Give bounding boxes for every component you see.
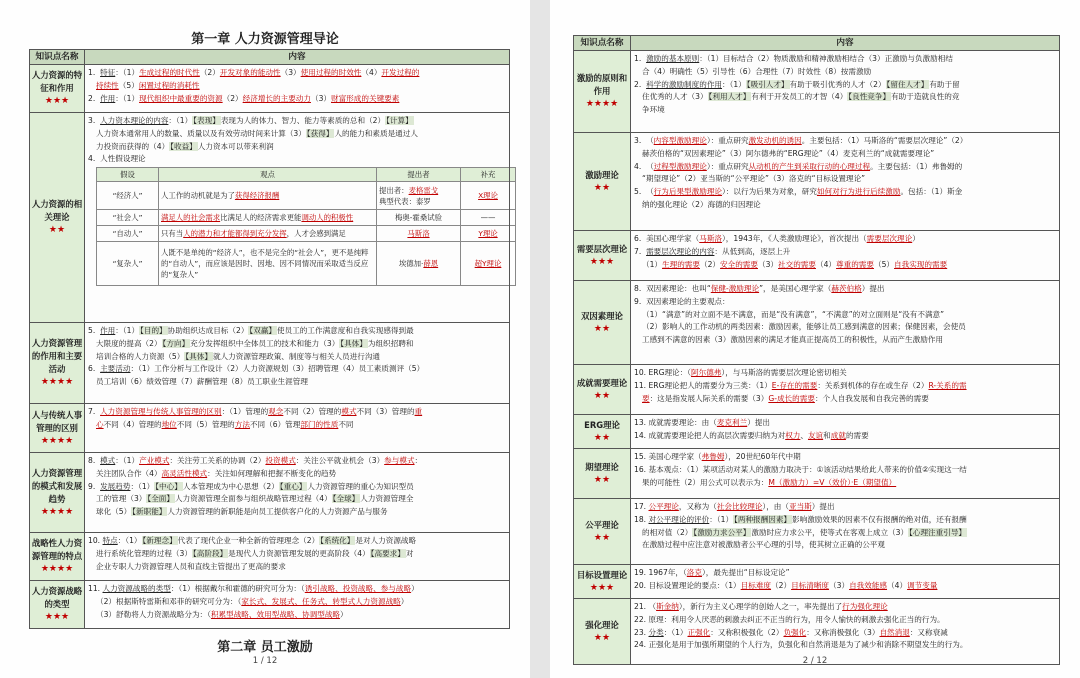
hypothesis-table: 假设 观点 提出者 补充 “经济人” 人工作的动机就是为了获得经济报酬 提出者：麦格雷戈 典型代表：泰罗 X理论 “社会人” 满足人的社会需求比满足人的经济需求更能调动人的积极性 梅奥-霍桑试验 —— “自动人” 只有当人的潜力和才能都得到充分发挥，人才会感到满足 马斯洛 Y理论 “复杂人” 人既不是单纯的“经济人”，也不是完全的“社会人”，更不是纯粹的“自动人”，而应该是因时、因地、因不同情况而采取适当反应的“复杂人” 埃德加·薛恩 超Y理论	[96, 167, 516, 286]
kp-cell: 双因素理论 ★★	[574, 281, 631, 365]
page-number: 1 / 12	[252, 656, 278, 666]
content-cell: 8. 双因素理论：也叫“保健-激励理论”，是美国心理学家（赫茨伯格）提出 9. 双因素理论的主要观点： （1）“满意”的对立面不是不满意，而是“没有满意”，“不满意”的对立面则是“没有不满意” （2）影响人的工作动机的两类因素：激励因素，能够让员工感到满意的因素；保健因素，会使员 工感到不满意的因素（3）激励因素的满足才能真正提高员工的积极性，从而产生激励作用	[631, 281, 1060, 365]
header-content: 内容	[631, 36, 1060, 51]
content-cell: 19. 1967年，（洛克），最先提出“目标设定论” 20. 目标设置理论的要点：（1）目标难度（2）目标清晰度（3）自我效能感（4）调节变量	[631, 565, 1060, 599]
kp-cell: 目标设置理论 ★★★	[574, 565, 631, 599]
content-cell: 1. 特征：（1）生成过程的时代性（2）开发对象的能动性（3）使用过程的时效性（4）开发过程的 持续性（5）闲置过程的消耗性 2. 作用：（1）现代组织中最重要的资源（2）经济增长的主要动力（3）财富形成的关键要素	[85, 65, 510, 113]
content-cell: 17. 公平理论，又称为（社会比较理论），由（亚当斯）提出 18. 对公平理论的评价：（1）【两种报酬因素】影响激励效果的因素不仅有报酬的绝对值，还有报酬 的相对值（2）【激励力求公平】激励时应力求公平，使等式在客观上成立（3）【心理注重引导】 在激励过程中应注意对被激励者公平心理的引导，使其树立正确的公平观	[631, 499, 1060, 565]
content-cell: 21. （斯金纳），新行为主义心理学的创始人之一，率先提出了行为强化理论 22. 原理：利用令人厌恶的刺激去纠正不正当的行为，用令人愉快的刺激去强化正当的行为。 23. 分类：（1）正强化：又称积极强化（2）负强化：又称消极强化（3）自然消退：又称衰减 24. 正强化是用于加强所期望的个人行为，负强化和自然消退是为了减少和消除不期望发生的行为。	[631, 599, 1060, 665]
kp-cell: 需要层次理论 ★★★	[574, 231, 631, 281]
kp-cell: 人力资源管理的作用和主要活动 ★★★★	[30, 323, 85, 404]
chapter-2-title: 第二章 员工激励	[217, 640, 313, 655]
header-kp: 知识点名称	[574, 36, 631, 51]
kp-cell: ERG理论 ★★	[574, 415, 631, 449]
kp-cell: 公平理论 ★★	[574, 499, 631, 565]
kp-cell: 期望理论 ★★	[574, 449, 631, 499]
content-cell: 10. 特点：（1）【新理念】代表了现代企业一种全新的管理理念（2）【系统化】是对人力资源战略 进行系统化管理的过程（3）【高阶段】是现代人力资源管理发展的更高阶段（4）【高要求】对 企业专职人力资源管理人员和直线主管提出了更高的要求	[85, 533, 510, 581]
content-cell: 3. 人力资本理论的内容：（1）【表现】表现为人的体力、智力、能力等素质的总和（2）【计算】 人力资本通常用人的数量、质量以及有效劳动时间来计算（3）【获得】人的能力和素质是通过人 力投资而获得的（4）【收益】人力资本可以带来利润 4. 人性假设理论 假设 观点 提出者 补充 “经济人” 人工作的动机就是为了获得经济报酬 提出者：麦格雷戈 典型代表：泰罗 X理论 “社会人” 满足人的社会需求比满足人的经济需求更能调动人的积极性 梅奥-霍桑试验 —— “自动人” 只有当人的潜力和才能都得到充分发挥，人才会感到满足 马斯洛 Y理论 “复杂人” 人既不是单纯的“经济人”，也不是完全的“社会人”，更不是纯粹的“自动人”，而应该是因时、因地、因不同情况而采取适当反应的“复杂人” 埃德加·薛恩 超Y理论	[85, 113, 510, 323]
kp-cell: 人力资源管理的模式和发展趋势 ★★★★	[30, 453, 85, 533]
header-content: 内容	[85, 50, 510, 65]
content-cell: 6. 美国心理学家（马斯洛），1943年，《人类激励理论》，首次提出（需要层次理论） 7. 需要层次理论的内容：从低到高，逐层上升 （1）生理的需要（2）安全的需要（3）社交的需要（4）尊重的需要（5）自我实现的需要	[631, 231, 1060, 281]
kp-cell: 成就需要理论 ★★	[574, 365, 631, 415]
content-cell: 8. 模式：（1）产业模式：关注劳工关系的协调（2）投资模式：关注公平就业机会（3）参与模式： 关注团队合作（4）高灵活性模式：关注如何理解和把握不断变化的趋势 9. 发展趋势：（1）【中心】人本管理成为中心思想（2）【重心】人力资源管理的重心为知识型员 工的管理（3）【全面】人力资源管理全面参与组织战略管理过程（4）【全球】人力资源管理全 球化（5）【新职能】人力资源管理的新职能是向员工提供客户化的人力资源产品与服务	[85, 453, 510, 533]
page-number: 2 / 12	[802, 656, 828, 666]
header-kp: 知识点名称	[30, 50, 85, 65]
knowledge-table-1	[29, 49, 510, 629]
kp-cell: 人力资源的特征和作用 ★★★	[30, 65, 85, 113]
kp-cell: 人力资源战略的类型 ★★★	[30, 581, 85, 629]
content-cell: 13. 成就需要理论：由（麦克利兰）提出 14. 成就需要理论把人的高层次需要归纳为对权力、友谊和成就的需要	[631, 415, 1060, 449]
kp-cell: 激励理论 ★★	[574, 133, 631, 231]
content-cell: 11. 人力资源战略的类型：（1）根据戴尔和霍德的研究可分为：（诱引战略、投资战略、参与战略） （2）根据斯特雷斯和邓菲的研究可分为：（家长式、发展式、任务式、转型式人力资源战略） （3）舒勒将人力资源战略分为：（积累型战略、效用型战略、协调型战略）	[85, 581, 510, 629]
content-cell: 1. 激励的基本原则：（1）目标结合（2）物质激励和精神激励相结合（3）正激励与负激励相结 合（4）明确性（5）引导性（6）合理性（7）时效性（8）按需激励 2. 科学的激励制度的作用：（1）【吸引人才】有助于吸引优秀的人才（2）【留住人才】有助于留 住优秀的人才（3）【利用人才】有利于开发员工的才智（4）【良性竞争】有助于造就良性的竞 争环境	[631, 51, 1060, 133]
knowledge-table-2	[573, 35, 1060, 665]
content-cell: 7. 人力资源管理与传统人事管理的区别：（1）管理的观念不同（2）管理的模式不同（3）管理的重 心不同（4）管理的地位不同（5）管理的方法不同（6）管理部门的性质不同	[85, 404, 510, 453]
kp-cell: 人与传统人事管理的区别 ★★★★	[30, 404, 85, 453]
chapter-1-title: 第一章 人力资源管理导论	[191, 32, 339, 47]
page-2	[550, 0, 1080, 678]
content-cell: 10. ERG理论：（阿尔德弗），与马斯洛的需要层次理论密切相关 11. ERG理论把人的需要分为三类：（1）E-存在的需要：关系到机体的存在或生存（2）R-关系的需 要：这是指发展人际关系的需要（3）G-成长的需要：个人自我发展和自我完善的需要	[631, 365, 1060, 415]
page-1	[0, 0, 530, 678]
kp-cell: 战略性人力资源管理的特点 ★★★★	[30, 533, 85, 581]
content-cell: 3. （内容型激励理论）：重点研究激发动机的诱因。主要包括：（1）马斯洛的“需要层次理论”（2） 赫茨伯格的“双因素理论”（3）阿尔德弗的“ERG理论”（4）麦克利兰的“成就需要理论” 4. （过程型激励理论）：重点研究从动机的产生到采取行动的心理过程。主要包括：（1）弗鲁姆的 “期望理论”（2）亚当斯的“公平理论”（3）洛克的“目标设置理论” 5. （行为后果型激励理论）：以行为后果为对象，研究如何对行为进行后续激励。包括：（1）斯金 纳的强化理论（2）海德的归因理论	[631, 133, 1060, 231]
content-cell: 15. 美国心理学家（弗鲁姆），20世纪60年代中期 16. 基本观点：（1）某项活动对某人的激励力取决于：①该活动结果给此人带来的价值②实现这一结 果的可能性（2）用公式可以表示为：M（激励力）=V（效价）·E（期望值）	[631, 449, 1060, 499]
kp-cell: 激励的原则和作用 ★★★★	[574, 51, 631, 133]
kp-cell: 人力资源的相关理论 ★★	[30, 113, 85, 323]
content-cell: 5. 作用：（1）【目的】协助组织达成目标（2）【双赢】使员工的工作满意度和自我实现感得到最 大限度的提高（2）【方向】充分发挥组织中全体员工的技术和能力（3）【具体】为组织招聘和 培训合格的人力资源（5）【具体】就人力资源管理政策、制度等与相关人员进行沟通 6. 主要活动：（1）工作分析与工作设计（2）人力资源规划（3）招聘管理（4）员工素质测评（5） 员工培训（6）绩效管理（7）薪酬管理（8）员工职业生涯管理	[85, 323, 510, 404]
kp-cell: 强化理论 ★★	[574, 599, 631, 665]
